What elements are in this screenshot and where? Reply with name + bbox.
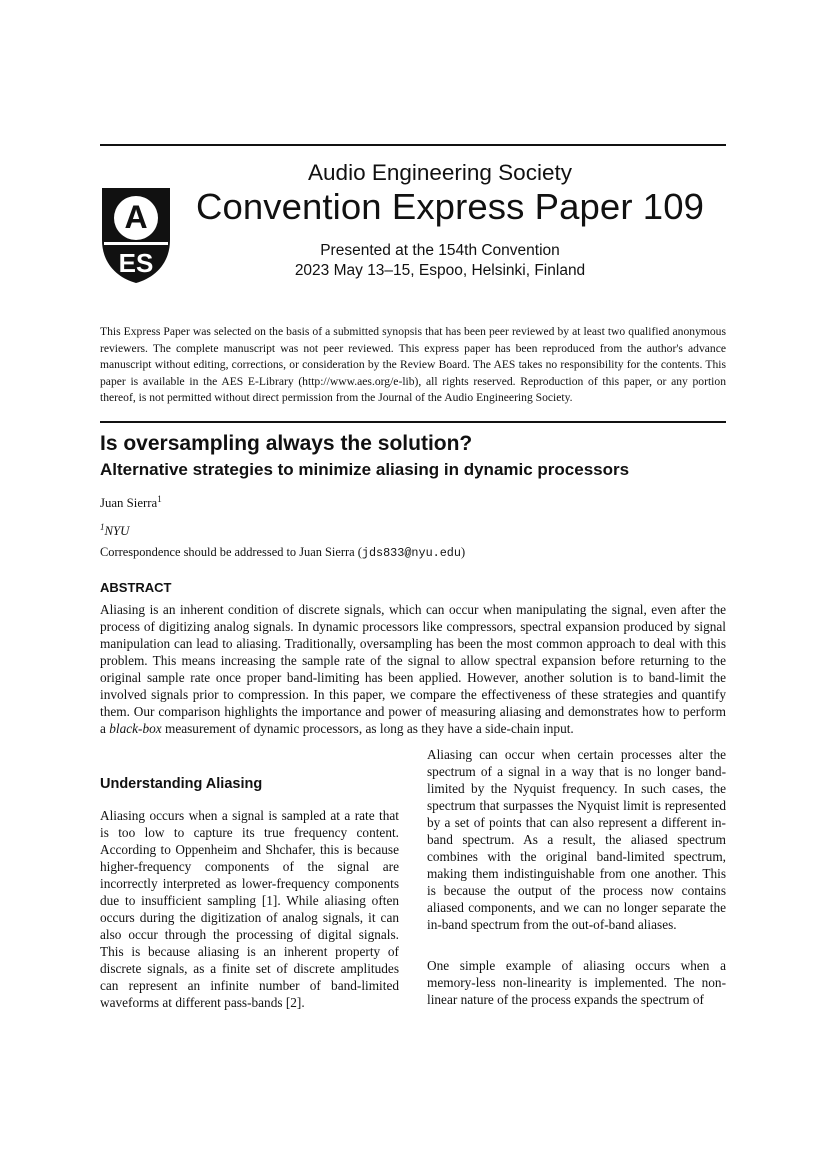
correspondence-text: Correspondence should be addressed to Juan Sierra ( [100,545,362,559]
convention-dates: 2023 May 13–15, Espoo, Helsinki, Finland [294,262,586,279]
paragraph: One simple example of aliasing occurs when a memory-less non-linearity is implemented. The non-linear nature of the process expands the spectrum of [427,958,726,1007]
logo-text: ES [118,248,154,278]
author-affiliation-marker: 1 [157,494,162,504]
logo-letter: A [124,199,148,235]
abstract-heading: ABSTRACT [100,580,172,595]
convention-paper-title: Convention Express Paper 109 [195,186,705,227]
left-column [100,807,399,1011]
section-heading: Understanding Aliasing [100,776,263,792]
abstract-text [100,601,726,737]
abstract-part-2: measurement of dynamic processors, as long as they have a side-chain input. [161,721,574,736]
right-column-paragraph-2 [427,957,726,1008]
express-paper-notice: This Express Paper was selected on the basis of a submitted synopsis that has been peer reviewed by at least two qualified anonymous reviewers. The complete manuscript was not peer reviewed. This express paper has been reproduced from the author's advance manuscript without editing, corrections, or consideration by the Review Board. The AES takes no responsibility for the contents. This paper is available in the AES E-Library (http://www.aes.org/e-lib), all rights reserved. Reproduction of this paper, or any portion thereof, is not permitted without direct permission from the Journal of the Audio Engineering Society. [100,325,726,405]
correspondence-email[interactable]: jds833@nyu.edu [361,546,461,560]
right-column-paragraph-1 [427,746,726,933]
abstract-italic: black-box [109,721,162,736]
aes-logo [100,186,172,284]
affiliation-name: NYU [104,524,130,538]
top-rule [100,144,726,146]
correspondence [100,545,465,560]
society-name: Audio Engineering Society [308,160,572,185]
section-rule [100,421,726,423]
paragraph: Aliasing can occur when certain processes alter the spectrum of a signal in a way that is no longer band-limited by the Nyquist frequency. In such cases, the spectrum that surpasses the Nyquist limit is represented by a set of points that can also represent a different in-band spectrum. As a result, the aliased spectrum combines with the original band-limited spectrum, making them indistinguishable from one another. This is because the output of the process now contains aliased components, and we can no longer separate the in-band spectrum from the out-of-band aliases. [427,747,726,932]
paper-subtitle: Alternative strategies to minimize aliasing in dynamic processors [100,460,630,479]
paragraph: Aliasing occurs when a signal is sampled at a rate that is too low to capture its true frequency content. According to Oppenheim and Shchafer, this is because higher-frequency components of the signal are incorrectly interpreted as lower-frequency components due to insufficient sampling [1]. While aliasing often occurs during the digitization of analog signals, it can also occur through the processing of digital signals. This is because aliasing is an inherent property of discrete signals, as a finite set of discrete amplitudes can represent an infinite number of band-limited waveforms at different pass-bands [2]. [100,808,399,1010]
affiliation [100,524,129,539]
abstract-part-1: Aliasing is an inherent condition of discrete signals, which can occur when manipulating the signal, even after the process of digitizing analog signals. In dynamic processors like compressors, spectral expansion produced by signal manipulation can lead to aliasing. Traditionally, oversampling has been the most common approach to deal with this problem. This means increasing the sample rate of the signal to allow spectral expansion before returning to the original sample rate once proper band-limiting has been applied. However, another solution is to band-limit the involved signals prior to compression. In this paper, we compare the effectiveness of these strategies and quantify them. Our comparison highlights the importance and power of measuring aliasing and demonstrates how to perform a [100,602,726,736]
affiliation-marker: 1 [100,522,105,532]
correspondence-close: ) [460,545,466,559]
presented-at: Presented at the 154th Convention [320,242,560,259]
author-name: Juan Sierra [100,496,158,510]
author [100,496,162,511]
paper-title: Is oversampling always the solution? [100,432,473,455]
